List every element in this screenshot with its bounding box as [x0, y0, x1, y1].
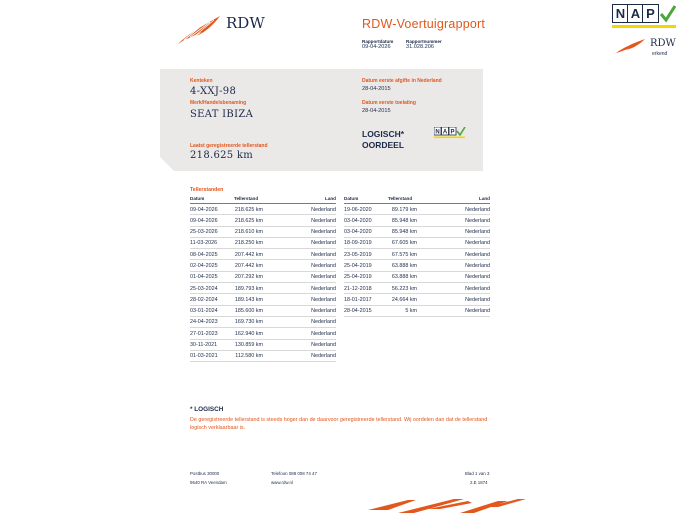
row-date: 02-04-2025: [190, 262, 218, 269]
row-km: 63.888 km: [391, 274, 417, 281]
row-km: 24.664 km: [391, 296, 417, 303]
odometer-table-left: [190, 196, 336, 362]
plate-label: Kenteken: [190, 78, 213, 84]
rdw-erkend-logo: [612, 38, 646, 61]
row-land: Nederland: [311, 206, 336, 213]
row-date: 25-04-2019: [344, 262, 372, 269]
table-row: [190, 317, 336, 328]
table-row: [190, 294, 336, 305]
nap-yellow-bar: [612, 25, 676, 28]
row-date: 21-12-2018: [344, 285, 372, 292]
table-row: [190, 249, 336, 260]
svg-text:N: N: [435, 129, 440, 136]
table-row: [344, 227, 490, 238]
row-km: 89.179 km: [391, 206, 417, 213]
footer-code: 2.E 1874: [470, 480, 488, 485]
table-row: [190, 204, 336, 215]
rdw-logo: [176, 14, 222, 46]
table-header: [344, 196, 490, 204]
row-date: 18-01-2017: [344, 296, 372, 303]
row-land: Nederland: [465, 229, 490, 236]
make-value: SEAT IBIZA: [190, 109, 254, 120]
table-row: [344, 238, 490, 249]
footnote-title: * LOGISCH: [190, 406, 224, 413]
report-title: RDW-Voertuigrapport: [362, 17, 486, 31]
make-label: Merk/Handelsbenaming: [190, 100, 247, 106]
footer-page: Blad 1 van 3: [465, 471, 490, 476]
row-date: 23-05-2019: [344, 251, 372, 258]
odometer-label: Laatst geregistreerde tellerstand: [190, 143, 268, 149]
header-km: Tellerstand: [388, 196, 413, 201]
row-date: 27-01-2023: [190, 330, 218, 337]
row-land: Nederland: [465, 274, 490, 281]
report-number-value: 31.028.206: [406, 44, 434, 50]
row-date: 25-03-2026: [190, 229, 218, 236]
row-land: Nederland: [311, 285, 336, 292]
nap-mini-badge: [434, 126, 466, 138]
row-date: 03-04-2020: [344, 229, 372, 236]
row-km: 207.442 km: [234, 262, 263, 269]
table-row: [190, 351, 336, 362]
row-date: 28-04-2015: [344, 308, 372, 315]
header-land: Land: [325, 196, 336, 201]
row-km: 207.292 km: [234, 274, 263, 281]
svg-text:P: P: [450, 129, 455, 136]
report-date-label: Rapportdatum: [362, 39, 394, 44]
table-row: [190, 272, 336, 283]
checkmark-icon: [659, 4, 676, 24]
row-land: Nederland: [311, 240, 336, 247]
table-row: [190, 283, 336, 294]
verdict: [362, 129, 404, 151]
table-row: [190, 215, 336, 226]
row-land: Nederland: [311, 251, 336, 258]
row-date: 24-04-2023: [190, 319, 218, 326]
report-number-block: [406, 39, 442, 50]
table-row: [344, 283, 490, 294]
odometer-table-right: [344, 196, 490, 317]
row-date: 01-03-2021: [190, 353, 218, 360]
row-km: 85.948 km: [391, 217, 417, 224]
row-land: Nederland: [311, 274, 336, 281]
svg-text:A: A: [442, 129, 448, 136]
row-land: Nederland: [465, 251, 490, 258]
row-km: 189.793 km: [234, 285, 263, 292]
row-land: Nederland: [311, 262, 336, 269]
report-date-value: 09-04-2026: [362, 44, 391, 50]
erkend-brand: RDW: [650, 38, 676, 49]
header-date: Datum: [190, 196, 205, 201]
row-km: 189.143 km: [234, 296, 263, 303]
table-row: [190, 238, 336, 249]
nap-letter: N: [612, 4, 629, 23]
row-land: Nederland: [311, 353, 336, 360]
row-land: Nederland: [311, 308, 336, 315]
nap-letter: P: [642, 4, 659, 23]
table-row: [344, 215, 490, 226]
row-land: Nederland: [465, 206, 490, 213]
row-land: Nederland: [311, 296, 336, 303]
table-row: [190, 328, 336, 339]
verdict-line2: OORDEEL: [362, 140, 405, 150]
row-date: 09-04-2026: [190, 206, 218, 213]
row-date: 09-04-2026: [190, 217, 218, 224]
plate-value: 4-XXJ-98: [190, 86, 237, 97]
row-km: 218.625 km: [234, 206, 263, 213]
row-km: 169.730 km: [234, 319, 263, 326]
rdw-stripes-decoration: [368, 497, 528, 519]
row-km: 56.223 km: [391, 285, 417, 292]
table-row: [190, 306, 336, 317]
row-km: 67.605 km: [391, 240, 417, 247]
row-land: Nederland: [311, 319, 336, 326]
row-land: Nederland: [311, 342, 336, 349]
footnote-text: De geregistreerde tellerstand is steeds hoger dan de daarvoor geregistreerde tellerstand. Wij oordelen dan dat de tellerstand logisch verklaarbaar is.: [190, 417, 488, 431]
row-land: Nederland: [311, 229, 336, 236]
table-header: [190, 196, 336, 204]
first-nl-label: Datum eerste afgifte in Nederland: [362, 78, 442, 84]
footer-website: www.rdw.nl: [271, 480, 293, 485]
header-land: Land: [479, 196, 490, 201]
row-date: 03-04-2020: [344, 217, 372, 224]
first-nl-value: 28-04-2015: [362, 86, 391, 92]
odometer-value: 218.625 km: [190, 150, 254, 161]
row-km: 185.600 km: [234, 308, 263, 315]
report-number-label: Rapportnummer: [406, 39, 442, 44]
row-land: Nederland: [465, 262, 490, 269]
row-km: 63.888 km: [391, 262, 417, 269]
row-date: 25-04-2019: [344, 274, 372, 281]
first-admit-value: 28-04-2015: [362, 108, 391, 114]
rdw-feather-icon: [176, 14, 222, 46]
table-row: [190, 227, 336, 238]
footer-address-line2: 9640 RA Veendam: [190, 480, 227, 485]
row-land: Nederland: [311, 330, 336, 337]
stripes-icon: [368, 497, 528, 514]
row-km: 112.580 km: [235, 353, 263, 360]
row-date: 01-04-2025: [190, 274, 218, 281]
row-date: 18-09-2019: [344, 240, 372, 247]
row-land: Nederland: [465, 296, 490, 303]
row-date: 25-03-2024: [190, 285, 218, 292]
row-land: Nederland: [465, 217, 490, 224]
row-date: 11-03-2026: [190, 240, 218, 247]
table-row: [190, 340, 336, 351]
nap-badge: [612, 4, 676, 28]
row-km: 218.610 km: [234, 229, 263, 236]
row-land: Nederland: [465, 240, 490, 247]
footer-address-line1: Postbus 30000: [190, 471, 220, 476]
table-row: [344, 260, 490, 271]
header-km: Tellerstand: [234, 196, 259, 201]
row-km: 207.442 km: [234, 251, 263, 258]
brand-name: RDW: [226, 14, 265, 32]
row-km: 85.948 km: [391, 229, 417, 236]
verdict-line1: LOGISCH*: [362, 129, 405, 139]
footer-phone: Telefoon 088 008 74 47: [271, 471, 317, 476]
first-admit-label: Datum eerste toelating: [362, 100, 416, 106]
table-row: [344, 204, 490, 215]
table-row: [190, 260, 336, 271]
row-land: Nederland: [311, 217, 336, 224]
row-date: 19-06-2020: [344, 206, 372, 213]
row-land: Nederland: [465, 285, 490, 292]
table-row: [344, 249, 490, 260]
row-date: 30-11-2021: [190, 342, 218, 349]
report-date-block: [362, 39, 393, 50]
row-km: 162.940 km: [234, 330, 263, 337]
header-date: Datum: [344, 196, 359, 201]
row-km: 218.250 km: [234, 240, 263, 247]
row-date: 08-04-2025: [190, 251, 218, 258]
row-date: 28-02-2024: [190, 296, 218, 303]
rdw-feather-icon: [612, 38, 646, 56]
row-km: 67.575 km: [391, 251, 417, 258]
table-row: [344, 294, 490, 305]
nap-letter: A: [627, 4, 644, 23]
table-row: [344, 272, 490, 283]
row-km: 218.625 km: [234, 217, 263, 224]
table-row: [344, 306, 490, 317]
row-land: Nederland: [465, 308, 490, 315]
row-date: 03-01-2024: [190, 308, 218, 315]
row-km: 130.859 km: [234, 342, 263, 349]
nap-seal-icon: [434, 127, 466, 139]
erkend-label: erkend: [652, 51, 668, 57]
odometer-table-title: Tellerstanden: [190, 187, 224, 193]
row-km: 5 km: [405, 308, 417, 315]
